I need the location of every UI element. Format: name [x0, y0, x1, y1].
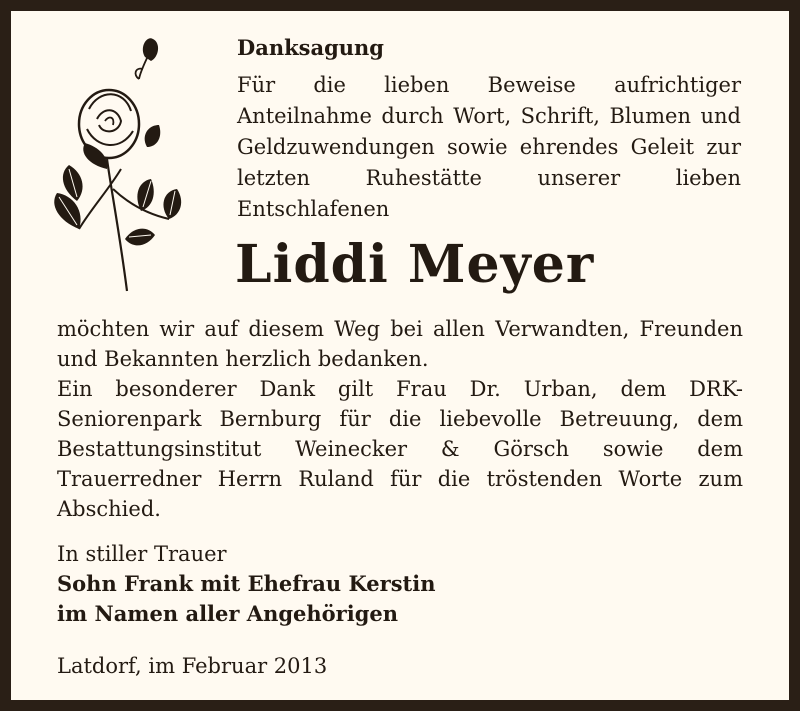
closing-line-2: im Namen aller Angehörigen: [57, 601, 399, 626]
deceased-name: Liddi Meyer: [235, 234, 595, 295]
rose-icon: [29, 29, 189, 299]
obituary-notice: [11, 11, 789, 700]
signature-block: [57, 539, 435, 629]
body-paragraph-2: Ein besonderer Dank gilt Frau Dr. Urban, dem DRK-Seniorenpark Bernburg für die liebevolle Betreuung, dem Bestattungsinstitut Weinecker & Görsch sowie dem Trauerredner Herrn Ruland für die tröstenden Worte zum Abschied.: [57, 377, 743, 521]
closing-phrase: In stiller Trauer: [57, 542, 227, 566]
intro-block: [237, 37, 741, 225]
place-date: Latdorf, im Februar 2013: [57, 654, 328, 678]
body-text: [57, 314, 743, 524]
closing-line-1: Sohn Frank mit Ehefrau Kerstin: [57, 571, 436, 596]
heading: Danksagung: [237, 35, 384, 60]
body-paragraph-1: möchten wir auf diesem Weg bei allen Verwandten, Freunden und Bekannten herzlich bedanken.: [57, 317, 743, 371]
intro-text: Für die lieben Beweise aufrichtiger Anteilnahme durch Wort, Schrift, Blumen und Geldzuwendungen sowie ehrendes Geleit zur letzten Ruhestätte unserer lieben Entschlafenen: [237, 73, 741, 221]
